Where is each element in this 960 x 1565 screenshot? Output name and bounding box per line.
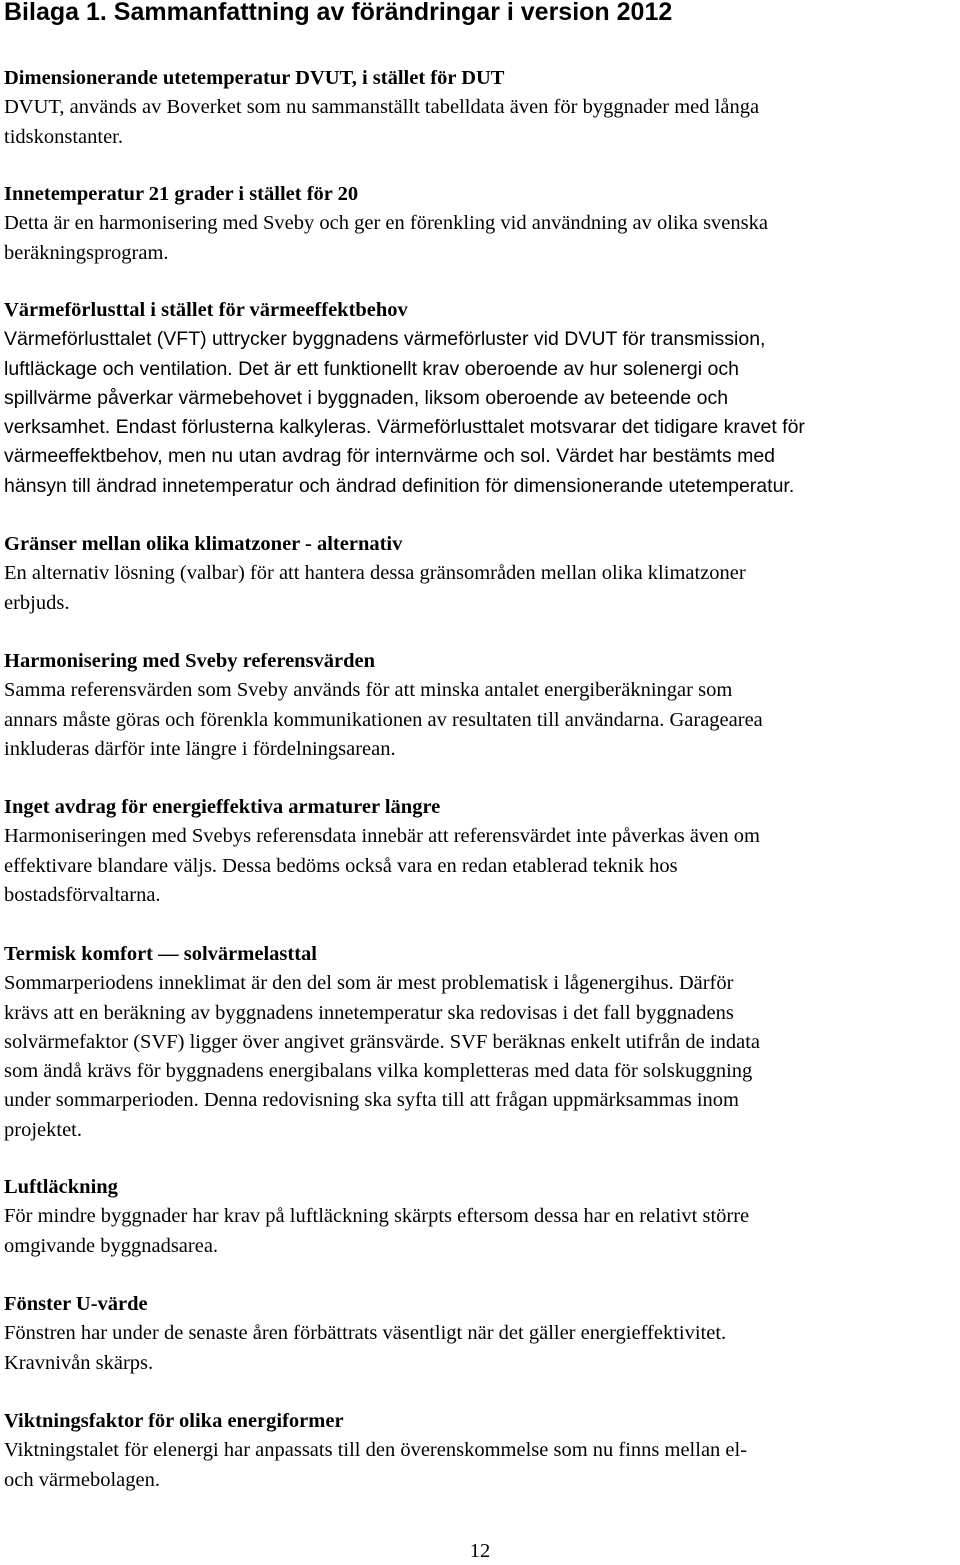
paragraph-line: bostadsförvaltarna.	[4, 883, 161, 906]
document-title: Bilaga 1. Sammanfattning av förändringar i version 2012	[4, 0, 673, 26]
section-sveby	[4, 647, 956, 764]
paragraph-line: Harmoniseringen med Svebys referensdata innebär att referensvärdet inte påverkas även om	[4, 825, 760, 848]
paragraph-line: Viktningstalet för elenergi har anpassats till den överenskommelse som nu finns mellan el-	[4, 1439, 748, 1462]
paragraph-line: omgivande byggnadsarea.	[4, 1234, 219, 1257]
paragraph-line: effektivare blandare väljs. Dessa bedöms också vara en redan etablerad teknik hos	[4, 854, 678, 877]
paragraph-line: För mindre byggnader har krav på luftläckning skärpts eftersom dessa har en relativt större	[4, 1205, 750, 1228]
paragraph-line: hänsyn till ändrad innetemperatur och ändrad definition för dimensionerande utetemperatur.	[4, 474, 795, 497]
paragraph-line: spillvärme påverkar värmebehovet i byggnaden, liksom oberoende av beteende och	[4, 386, 729, 409]
section-dvut	[4, 64, 956, 152]
section-klimatzoner	[4, 530, 956, 618]
paragraph-line: Sommarperiodens inneklimat är den del som är mest problematisk i lågenergihus. Därför	[4, 972, 734, 995]
paragraph-line: och värmebolagen.	[4, 1468, 160, 1491]
page-number: 12	[469, 1540, 491, 1562]
paragraph-line: Detta är en harmonisering med Sveby och ger en förenkling vid användning av olika svenska	[4, 212, 768, 235]
paragraph-line: tidskonstanter.	[4, 125, 124, 148]
section-viktningsfaktor	[4, 1407, 956, 1495]
section-luftlackning	[4, 1173, 956, 1261]
paragraph-line: erbjuds.	[4, 591, 70, 614]
section-heading: Harmonisering med Sveby referensvärden	[4, 650, 376, 672]
paragraph-line: Samma referensvärden som Sveby används för att minska antalet energiberäkningar som	[4, 679, 733, 702]
section-armaturer	[4, 793, 956, 910]
paragraph-line: som ändå krävs för byggnadens energibalans vilka kompletteras med data för solskuggning	[4, 1060, 753, 1083]
section-heading: Fönster U-värde	[4, 1293, 148, 1315]
paragraph-line: En alternativ lösning (valbar) för att hantera dessa gränsområden mellan olika klimatzoner	[4, 562, 746, 585]
paragraph-line: krävs att en beräkning av byggnadens innetemperatur ska redovisas i det fall byggnadens	[4, 1001, 734, 1024]
paragraph-line: annars måste göras och förenkla kommunikationen av resultaten till användarna. Garagearea	[4, 708, 763, 731]
paragraph-line: solvärmefaktor (SVF) ligger över angivet gränsvärde. SVF beräknas enkelt utifrån de indata	[4, 1030, 760, 1053]
paragraph-line: Fönstren har under de senaste åren förbättrats väsentligt när det gäller energieffektivitet.	[4, 1322, 727, 1345]
section-heading: Innetemperatur 21 grader i stället för 20	[4, 183, 359, 205]
section-heading: Termisk komfort — solvärmelasttal	[4, 943, 317, 965]
paragraph-line: under sommarperioden. Denna redovisning ska syfta till att frågan uppmärksammas inom	[4, 1089, 739, 1112]
paragraph-line: verksamhet. Endast förlusterna kalkyleras. Värmeförlusttalet motsvarar det tidigare kravet för	[4, 416, 805, 439]
section-innetemperatur	[4, 180, 956, 268]
paragraph-line: värmeeffektbehov, men nu utan avdrag för internvärme och sol. Värdet har bestämts med	[4, 445, 776, 468]
section-varmeforlusttal	[4, 296, 956, 501]
section-heading: Dimensionerande utetemperatur DVUT, i stället för DUT	[4, 67, 505, 89]
paragraph-line: beräkningsprogram.	[4, 241, 169, 264]
section-heading: Inget avdrag för energieffektiva armaturer längre	[4, 796, 441, 818]
section-heading: Luftläckning	[4, 1176, 118, 1198]
paragraph-line: Kravnivån skärps.	[4, 1351, 154, 1374]
section-heading: Gränser mellan olika klimatzoner - alternativ	[4, 533, 403, 555]
paragraph-line: DVUT, används av Boverket som nu sammanställt tabelldata även för byggnader med långa	[4, 96, 760, 119]
section-termisk-komfort	[4, 940, 956, 1145]
paragraph-line: luftläckage och ventilation. Det är ett funktionellt krav oberoende av hur solenergi och	[4, 357, 739, 380]
paragraph-line: inkluderas därför inte längre i fördelningsarean.	[4, 737, 396, 760]
paragraph-line: Värmeförlusttalet (VFT) uttrycker byggnadens värmeförluster vid DVUT för transmission,	[4, 328, 766, 351]
section-heading: Värmeförlusttal i stället för värmeeffektbehov	[4, 299, 408, 321]
section-fonster	[4, 1290, 956, 1378]
section-heading: Viktningsfaktor för olika energiformer	[4, 1410, 344, 1432]
paragraph-line: projektet.	[4, 1118, 82, 1141]
